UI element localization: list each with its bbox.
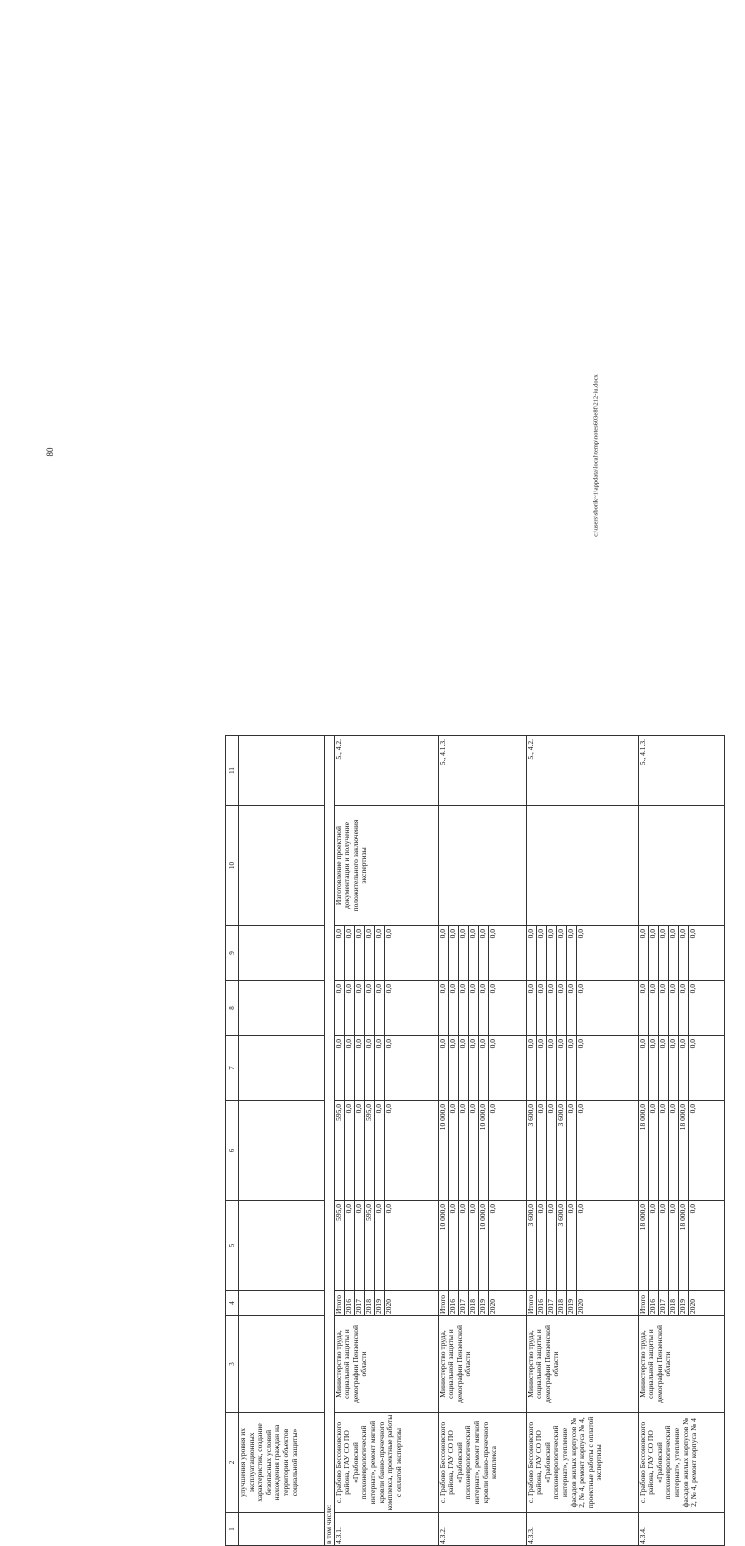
amount-cell: 0,0 — [438, 981, 448, 1036]
amount-cell: 595,0 — [364, 1101, 374, 1201]
year-cell: 2020 — [384, 1291, 438, 1316]
amount-cell: 0,0 — [488, 926, 526, 981]
year-cell: Итого — [438, 1291, 448, 1316]
amount-cell: 0,0 — [374, 1101, 384, 1201]
column-number: 9 — [226, 926, 239, 981]
empty-cell — [239, 926, 325, 981]
year-cell: 2019 — [678, 1291, 688, 1316]
empty-cell — [239, 1316, 325, 1413]
amount-cell: 0,0 — [384, 926, 438, 981]
amount-cell: 10 000,0 — [438, 1201, 448, 1291]
amount-cell: 0,0 — [566, 926, 576, 981]
empty-cell — [239, 806, 325, 926]
amount-cell: 10 000,0 — [438, 1101, 448, 1201]
amount-cell: 0,0 — [384, 981, 438, 1036]
measure-name: с. Грабово Бессоновского района, ГАУ СО ПО «Грабовский психоневрологический интернат», ремонт мягкой кровли банно-прачечного комплекса — [438, 1413, 526, 1513]
amount-cell: 0,0 — [334, 926, 344, 981]
column-number: 10 — [226, 806, 239, 926]
amount-cell: 0,0 — [546, 981, 556, 1036]
measure-subrow — [638, 736, 648, 1546]
amount-cell: 0,0 — [468, 1201, 478, 1291]
amount-cell: 0,0 — [344, 1101, 354, 1201]
year-cell: 2017 — [354, 1291, 364, 1316]
column-number: 11 — [226, 736, 239, 806]
column-number: 5 — [226, 1201, 239, 1291]
amount-cell: 0,0 — [536, 981, 546, 1036]
amount-cell: 0,0 — [374, 1036, 384, 1101]
amount-cell: 0,0 — [556, 1036, 566, 1101]
measure-subrow — [526, 736, 536, 1546]
amount-cell: 0,0 — [576, 926, 638, 981]
amount-cell: 0,0 — [638, 926, 648, 981]
amount-cell: 0,0 — [344, 981, 354, 1036]
year-cell: 2018 — [468, 1291, 478, 1316]
amount-cell: 0,0 — [448, 981, 458, 1036]
amount-cell: 0,0 — [556, 926, 566, 981]
year-cell: 2018 — [556, 1291, 566, 1316]
amount-cell: 0,0 — [458, 926, 468, 981]
amount-cell: 3 600,0 — [556, 1201, 566, 1291]
amount-cell: 0,0 — [688, 1201, 724, 1291]
column-number: 3 — [226, 1316, 239, 1413]
column-number: 2 — [226, 1413, 239, 1513]
section-label-row — [325, 736, 335, 1546]
amount-cell: 595,0 — [334, 1101, 344, 1201]
amount-cell: 0,0 — [364, 1036, 374, 1101]
year-cell: 2017 — [546, 1291, 556, 1316]
page-number: 80 — [45, 447, 55, 457]
year-cell: 2016 — [536, 1291, 546, 1316]
amount-cell: 0,0 — [488, 1101, 526, 1201]
amount-cell: 0,0 — [526, 981, 536, 1036]
amount-cell: 0,0 — [334, 981, 344, 1036]
year-cell: 2019 — [374, 1291, 384, 1316]
amount-cell: 0,0 — [678, 981, 688, 1036]
measure-subrow — [438, 736, 448, 1546]
program-measures-table — [225, 735, 725, 1546]
amount-cell: 0,0 — [658, 1201, 668, 1291]
footer-file-path: c:\users\sborik~1\appdata\local\temp\notes603e8f\212-iu.docx — [592, 374, 600, 537]
amount-cell: 0,0 — [648, 1036, 658, 1101]
amount-cell: 595,0 — [334, 1201, 344, 1291]
year-cell: 2019 — [566, 1291, 576, 1316]
amount-cell: 0,0 — [566, 981, 576, 1036]
continued-measure-text: улучшения уровня их эксплуатационных характеристик, создание безопасных условий нахождения граждан на территории объектов социальной защиты» — [239, 1413, 325, 1513]
amount-cell: 0,0 — [458, 1201, 468, 1291]
year-cell: Итого — [334, 1291, 344, 1316]
amount-cell: 18 000,0 — [638, 1101, 648, 1201]
amount-cell: 0,0 — [354, 926, 364, 981]
measure-number: 4.3.4. — [638, 1513, 724, 1546]
amount-cell: 0,0 — [536, 1036, 546, 1101]
amount-cell: 0,0 — [688, 1101, 724, 1201]
amount-cell: 0,0 — [546, 1101, 556, 1201]
amount-cell: 0,0 — [638, 1036, 648, 1101]
executor: Министерство труда, социальной защиты и демографии Пензенской области — [334, 1316, 438, 1413]
amount-cell: 0,0 — [536, 1101, 546, 1201]
amount-cell: 0,0 — [546, 926, 556, 981]
amount-cell: 3 600,0 — [526, 1101, 536, 1201]
indicator-ref: 5., 4.2. — [334, 736, 438, 806]
year-cell: 2020 — [688, 1291, 724, 1316]
amount-cell: 0,0 — [536, 926, 546, 981]
amount-cell: 0,0 — [354, 1201, 364, 1291]
amount-cell: 0,0 — [354, 1101, 364, 1201]
amount-cell: 0,0 — [458, 1101, 468, 1201]
amount-cell: 0,0 — [344, 926, 354, 981]
amount-cell: 0,0 — [468, 1101, 478, 1201]
year-cell: Итого — [526, 1291, 536, 1316]
amount-cell: 0,0 — [478, 926, 488, 981]
amount-cell: 0,0 — [576, 1036, 638, 1101]
executor: Министерство труда, социальной защиты и демографии Пензенской области — [438, 1316, 526, 1413]
amount-cell: 0,0 — [384, 1036, 438, 1101]
measure-number: 4.3.3. — [526, 1513, 638, 1546]
amount-cell: 595,0 — [364, 1201, 374, 1291]
column-number: 7 — [226, 1036, 239, 1101]
amount-cell: 0,0 — [334, 1036, 344, 1101]
amount-cell: 0,0 — [374, 926, 384, 981]
year-cell: 2017 — [458, 1291, 468, 1316]
year-cell: 2018 — [364, 1291, 374, 1316]
amount-cell: 18 000,0 — [678, 1101, 688, 1201]
amount-cell: 0,0 — [468, 1036, 478, 1101]
amount-cell: 0,0 — [384, 1201, 438, 1291]
empty-cell — [239, 1101, 325, 1201]
amount-cell: 0,0 — [668, 926, 678, 981]
amount-cell: 0,0 — [638, 981, 648, 1036]
measure-subrow — [334, 736, 344, 1546]
amount-cell: 0,0 — [478, 981, 488, 1036]
amount-cell: 0,0 — [526, 926, 536, 981]
amount-cell: 0,0 — [658, 1101, 668, 1201]
amount-cell: 0,0 — [354, 1036, 364, 1101]
year-cell: 2016 — [648, 1291, 658, 1316]
year-cell: 2020 — [576, 1291, 638, 1316]
amount-cell: 0,0 — [458, 981, 468, 1036]
amount-cell: 0,0 — [668, 1201, 678, 1291]
amount-cell: 0,0 — [438, 1036, 448, 1101]
amount-cell: 0,0 — [678, 1036, 688, 1101]
amount-cell: 0,0 — [566, 1101, 576, 1201]
amount-cell: 0,0 — [364, 981, 374, 1036]
year-cell: 2017 — [658, 1291, 668, 1316]
amount-cell: 0,0 — [438, 926, 448, 981]
amount-cell: 0,0 — [536, 1201, 546, 1291]
empty-cell — [239, 981, 325, 1036]
amount-cell: 0,0 — [668, 981, 678, 1036]
amount-cell: 0,0 — [688, 926, 724, 981]
empty-cell — [239, 1291, 325, 1316]
amount-cell: 0,0 — [648, 1101, 658, 1201]
amount-cell: 0,0 — [374, 981, 384, 1036]
expected-result — [638, 806, 724, 926]
amount-cell: 10 000,0 — [478, 1101, 488, 1201]
indicator-ref: 5., 4.1.3. — [638, 736, 724, 806]
expected-result — [526, 806, 638, 926]
amount-cell: 0,0 — [488, 1036, 526, 1101]
amount-cell: 18 000,0 — [678, 1201, 688, 1291]
amount-cell: 0,0 — [648, 1201, 658, 1291]
amount-cell: 0,0 — [488, 1201, 526, 1291]
indicator-ref: 5., 4.1.3. — [438, 736, 526, 806]
amount-cell: 0,0 — [364, 926, 374, 981]
column-number: 4 — [226, 1291, 239, 1316]
empty-cell — [239, 1513, 325, 1546]
column-number-row — [226, 736, 239, 1546]
rotated-table-container — [225, 736, 745, 1546]
amount-cell: 0,0 — [688, 1036, 724, 1101]
amount-cell: 0,0 — [688, 981, 724, 1036]
year-cell: Итого — [638, 1291, 648, 1316]
section-label: в том числе: — [325, 736, 335, 1546]
amount-cell: 0,0 — [678, 926, 688, 981]
executor: Министерство труда, социальной защиты и демографии Пензенской области — [638, 1316, 724, 1413]
measure-number: 4.3.1. — [334, 1513, 438, 1546]
expected-result — [438, 806, 526, 926]
amount-cell: 0,0 — [448, 1101, 458, 1201]
amount-cell: 10 000,0 — [478, 1201, 488, 1291]
amount-cell: 0,0 — [576, 1201, 638, 1291]
amount-cell: 0,0 — [566, 1201, 576, 1291]
amount-cell: 0,0 — [658, 981, 668, 1036]
year-cell: 2016 — [344, 1291, 354, 1316]
amount-cell: 0,0 — [648, 926, 658, 981]
year-cell: 2018 — [668, 1291, 678, 1316]
amount-cell: 18 000,0 — [638, 1201, 648, 1291]
empty-cell — [239, 1201, 325, 1291]
amount-cell: 0,0 — [526, 1036, 536, 1101]
amount-cell: 0,0 — [576, 1101, 638, 1201]
measure-name: с. Грабово Бессоновского района, ГАУ СО ПО «Грабовский психоневрологический интернат», ремонт мягкой кровли банно-прачечного комплекса, проектные работы с оплатой экспертизы — [334, 1413, 438, 1513]
amount-cell: 0,0 — [648, 981, 658, 1036]
column-number: 8 — [226, 981, 239, 1036]
amount-cell: 0,0 — [566, 1036, 576, 1101]
amount-cell: 0,0 — [556, 981, 566, 1036]
continuation-row — [239, 736, 325, 1546]
amount-cell: 0,0 — [344, 1201, 354, 1291]
amount-cell: 0,0 — [546, 1201, 556, 1291]
amount-cell: 0,0 — [576, 981, 638, 1036]
measure-name: с. Грабово Бессоновского района, ГАУ СО ПО «Грабовский психоневрологический интернат», утепление фасадов жилых корпусов № 2, № 4, ремонт корпуса № 4, проектные работы с оплатой экспертизы — [526, 1413, 638, 1513]
amount-cell: 0,0 — [384, 1101, 438, 1201]
amount-cell: 3 600,0 — [526, 1201, 536, 1291]
amount-cell: 0,0 — [448, 1201, 458, 1291]
amount-cell: 0,0 — [468, 981, 478, 1036]
amount-cell: 0,0 — [668, 1101, 678, 1201]
amount-cell: 0,0 — [478, 1036, 488, 1101]
year-cell: 2019 — [478, 1291, 488, 1316]
amount-cell: 0,0 — [448, 926, 458, 981]
amount-cell: 0,0 — [344, 1036, 354, 1101]
column-number: 6 — [226, 1101, 239, 1201]
amount-cell: 0,0 — [354, 981, 364, 1036]
empty-cell — [239, 1036, 325, 1101]
expected-result: Изготовление проектной документации и получение положительного заключения экспертизы — [334, 806, 438, 926]
amount-cell: 0,0 — [488, 981, 526, 1036]
amount-cell: 0,0 — [468, 926, 478, 981]
amount-cell: 0,0 — [374, 1201, 384, 1291]
amount-cell: 0,0 — [668, 1036, 678, 1101]
amount-cell: 0,0 — [658, 926, 668, 981]
executor: Министерство труда, социальной защиты и демографии Пензенской области — [526, 1316, 638, 1413]
amount-cell: 3 600,0 — [556, 1101, 566, 1201]
amount-cell: 0,0 — [658, 1036, 668, 1101]
year-cell: 2020 — [488, 1291, 526, 1316]
column-number: 1 — [226, 1513, 239, 1546]
amount-cell: 0,0 — [546, 1036, 556, 1101]
measure-number: 4.3.2. — [438, 1513, 526, 1546]
measure-name: с. Грабово Бессоновского района, ГАУ СО ПО «Грабовский психоневрологический интернат», утепление фасадов жилых корпусов № 2, № 4, ремонт корпуса № 4 — [638, 1413, 724, 1513]
empty-cell — [239, 736, 325, 806]
year-cell: 2016 — [448, 1291, 458, 1316]
amount-cell: 0,0 — [458, 1036, 468, 1101]
amount-cell: 0,0 — [448, 1036, 458, 1101]
indicator-ref: 5., 4.2. — [526, 736, 638, 806]
